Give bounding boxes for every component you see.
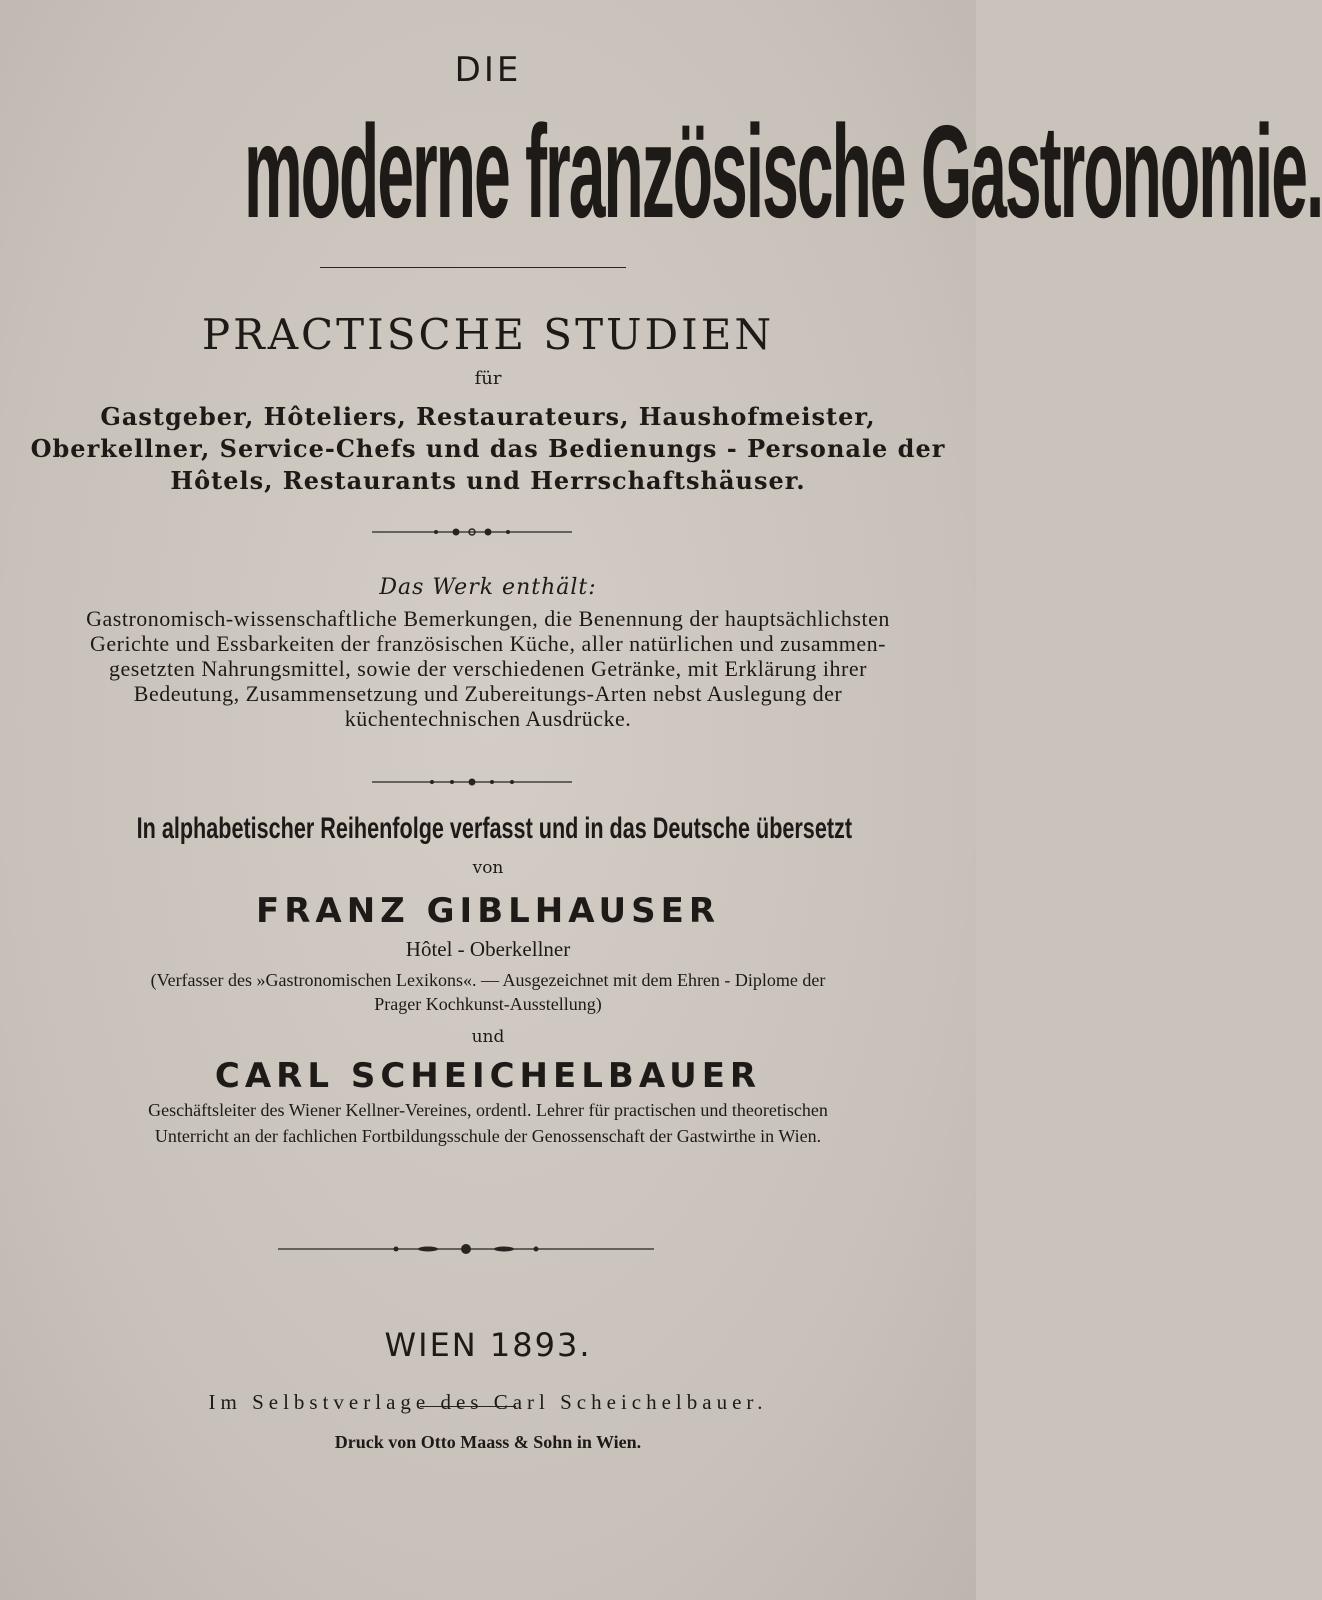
audience-line-2: Oberkellner, Service-Chefs und das Bedienungs - Personale der (30, 434, 946, 463)
description-line-4: Bedeutung, Zusammensetzung und Zubereitungs-Arten nebst Auslegung der (133, 681, 843, 706)
description-line-2: Gerichte und Essbarkeiten der französischen Küche, aller natürlichen und zusammen- (89, 631, 887, 656)
alphabetic-note: In alphabetischer Reihenfolge verfasst und in das Deutsche übersetzt (136, 812, 853, 845)
audience-line-1: Gastgeber, Hôteliers, Restaurateurs, Haushofmeister, (100, 402, 876, 431)
description-line-5: küchentechnischen Ausdrücke. (344, 706, 632, 731)
author-1-note-line-1: (Verfasser des »Gastronomischen Lexikons«. — Ausgezeichnet mit dem Ehren - Diplome der (150, 970, 826, 990)
subtitle: PRACTISCHE STUDIEN (201, 310, 775, 359)
author-2-info-line-2: Unterricht an der fachlichen Fortbildungsschule der Genossenschaft der Gastwirthe in Wien. (154, 1126, 822, 1146)
author-2-name: CARL SCHEICHELBAUER (214, 1056, 762, 1096)
description-line-3: gesetzten Nahrungsmittel, sowie der verschiedenen Getränke, mit Erklärung ihrer (109, 656, 867, 681)
printer: Druck von Otto Maass & Sohn in Wien. (334, 1432, 642, 1452)
von-label: von (472, 858, 504, 878)
author-1-note-line-2: Prager Kochkunst-Ausstellung) (374, 994, 602, 1014)
description-line-1: Gastronomisch-wissenschaftliche Bemerkungen, die Benennung der hauptsächlichsten (86, 606, 890, 631)
main-title: moderne französische Gastronomie. (244, 98, 1322, 245)
author-1-name: FRANZ GIBLHAUSER (255, 891, 721, 931)
title-article: DIE (454, 50, 522, 90)
ornament-divider-1 (372, 524, 572, 540)
publisher: Im Selbstverlage des Carl Scheichelbauer. (208, 1390, 768, 1414)
werk-heading: Das Werk enthält: (379, 575, 597, 600)
und-label: und (471, 1027, 505, 1047)
fuer-label: für (474, 368, 502, 389)
author-2-info-line-1: Geschäftsleiter des Wiener Kellner-Vereines, ordentl. Lehrer für practischen und theoretischen (148, 1100, 828, 1120)
ornament-divider-3 (278, 1241, 654, 1257)
ornament-divider-2 (372, 775, 572, 789)
audience-line-3: Hôtels, Restaurants und Herrschaftshäuser. (170, 466, 806, 495)
city-year: WIEN 1893. (384, 1326, 592, 1364)
title-rule (320, 267, 626, 268)
author-1-role: Hôtel - Oberkellner (405, 937, 571, 961)
